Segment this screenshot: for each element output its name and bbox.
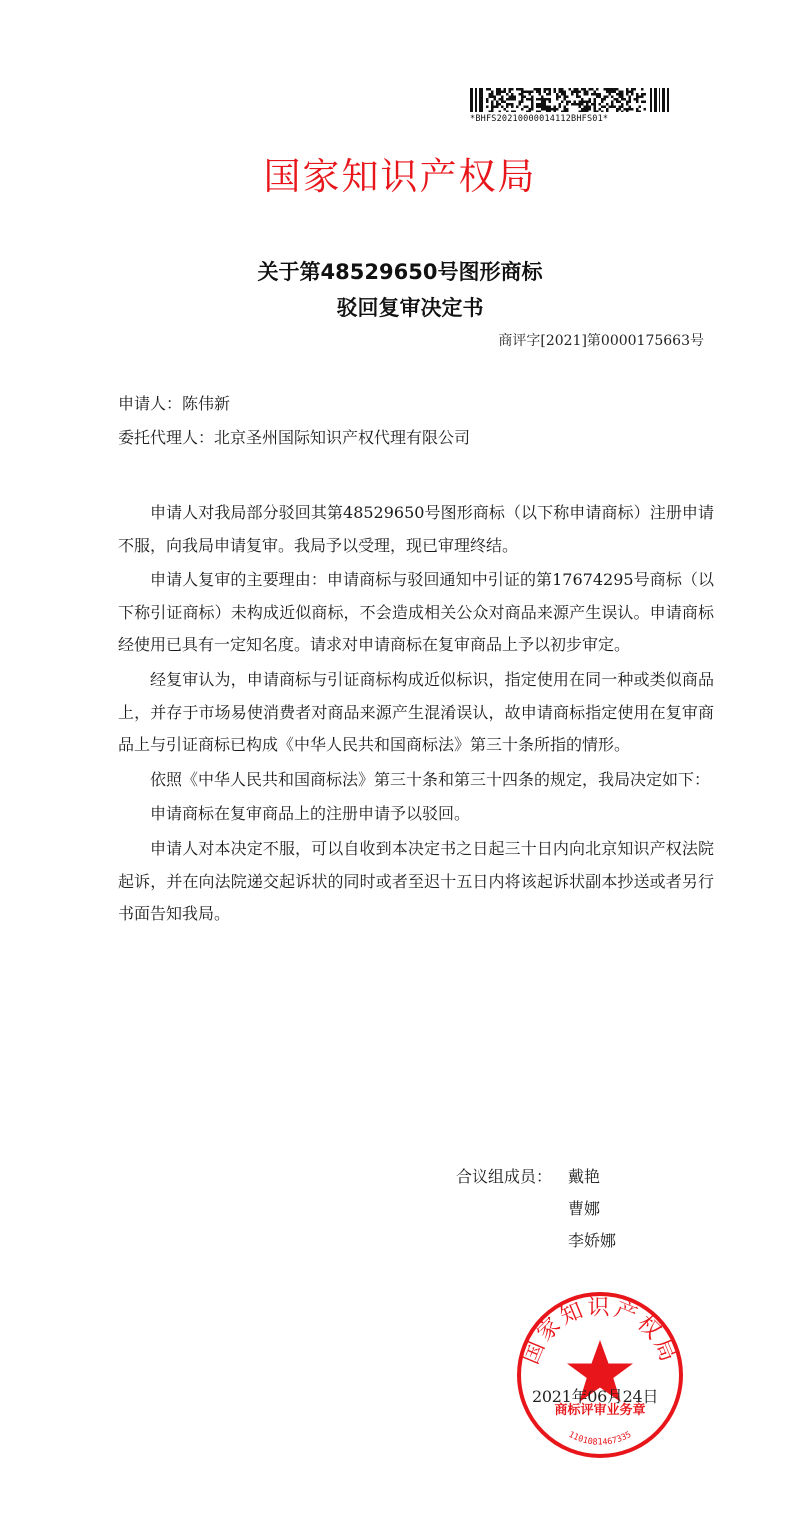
agency-name: 国家知识产权局 (263, 155, 537, 198)
barcode-code: *BHFS20210000014112BHFS01* (470, 114, 609, 124)
official-seal (515, 1290, 685, 1460)
seal-arc-text: 国家知识产权局 (518, 1295, 682, 1368)
paragraph: 申请人对本决定不服，可以自收到本决定书之日起三十日内向北京知识产权法院起诉，并在向法院递交起诉状的同时或者至迟十五日内将该起诉状副本抄送或者另行书面告知我局。 (118, 838, 714, 924)
barcode-image (470, 88, 674, 112)
paragraph: 申请人复审的主要理由：申请商标与驳回通知中引证的第17674295号商标（以下称引证商标）未构成近似商标，不会造成相关公众对商品来源产生误认。申请商标经使用已具有一定知名度。请求对申请商标在复审商品上予以初步审定。 (118, 570, 714, 655)
paragraph: 申请人对我局部分驳回其第48529650号图形商标（以下称申请商标）注册申请不服，向我局申请复审。我局予以受理，现已审理终结。 (118, 503, 714, 555)
document-title-line1: 关于第48529650号图形商标 (257, 260, 543, 284)
decision-body (118, 497, 714, 933)
panel-members (456, 1161, 616, 1257)
panel-member: 李娇娜 (568, 1231, 617, 1250)
agent-line: 委托代理人：北京圣州国际知识产权代理有限公司 (118, 428, 471, 447)
applicant-line: 申请人：陈伟新 (118, 394, 231, 413)
decision-date: 2021年06月24日 (532, 1387, 659, 1406)
seal-serial: 1101081467335 (566, 1429, 634, 1448)
document-number: 商评字[2021]第0000175663号 (498, 333, 704, 349)
panel-member: 曹娜 (568, 1199, 601, 1218)
paragraph: 经复审认为，申请商标与引证商标构成近似标识，指定使用在同一种或类似商品上，并存于市场易使消费者对商品来源产生混淆误认，故申请商标指定使用在复审商品上与引证商标已构成《中华人民共和国商标法》第三十条所指的情形。 (118, 669, 714, 755)
paragraph: 依照《中华人民共和国商标法》第三十条和第三十四条的规定，我局决定如下： (150, 769, 711, 789)
panel-member: 戴艳 (568, 1167, 601, 1186)
seal-inner-text: 商标评审业务章 (554, 1403, 646, 1418)
barcode-block (470, 88, 680, 124)
paragraph: 申请商标在复审商品上的注册申请予以驳回。 (150, 804, 471, 824)
document-title-line2: 驳回复审决定书 (336, 296, 484, 320)
panel-label: 合议组成员： (456, 1167, 553, 1186)
